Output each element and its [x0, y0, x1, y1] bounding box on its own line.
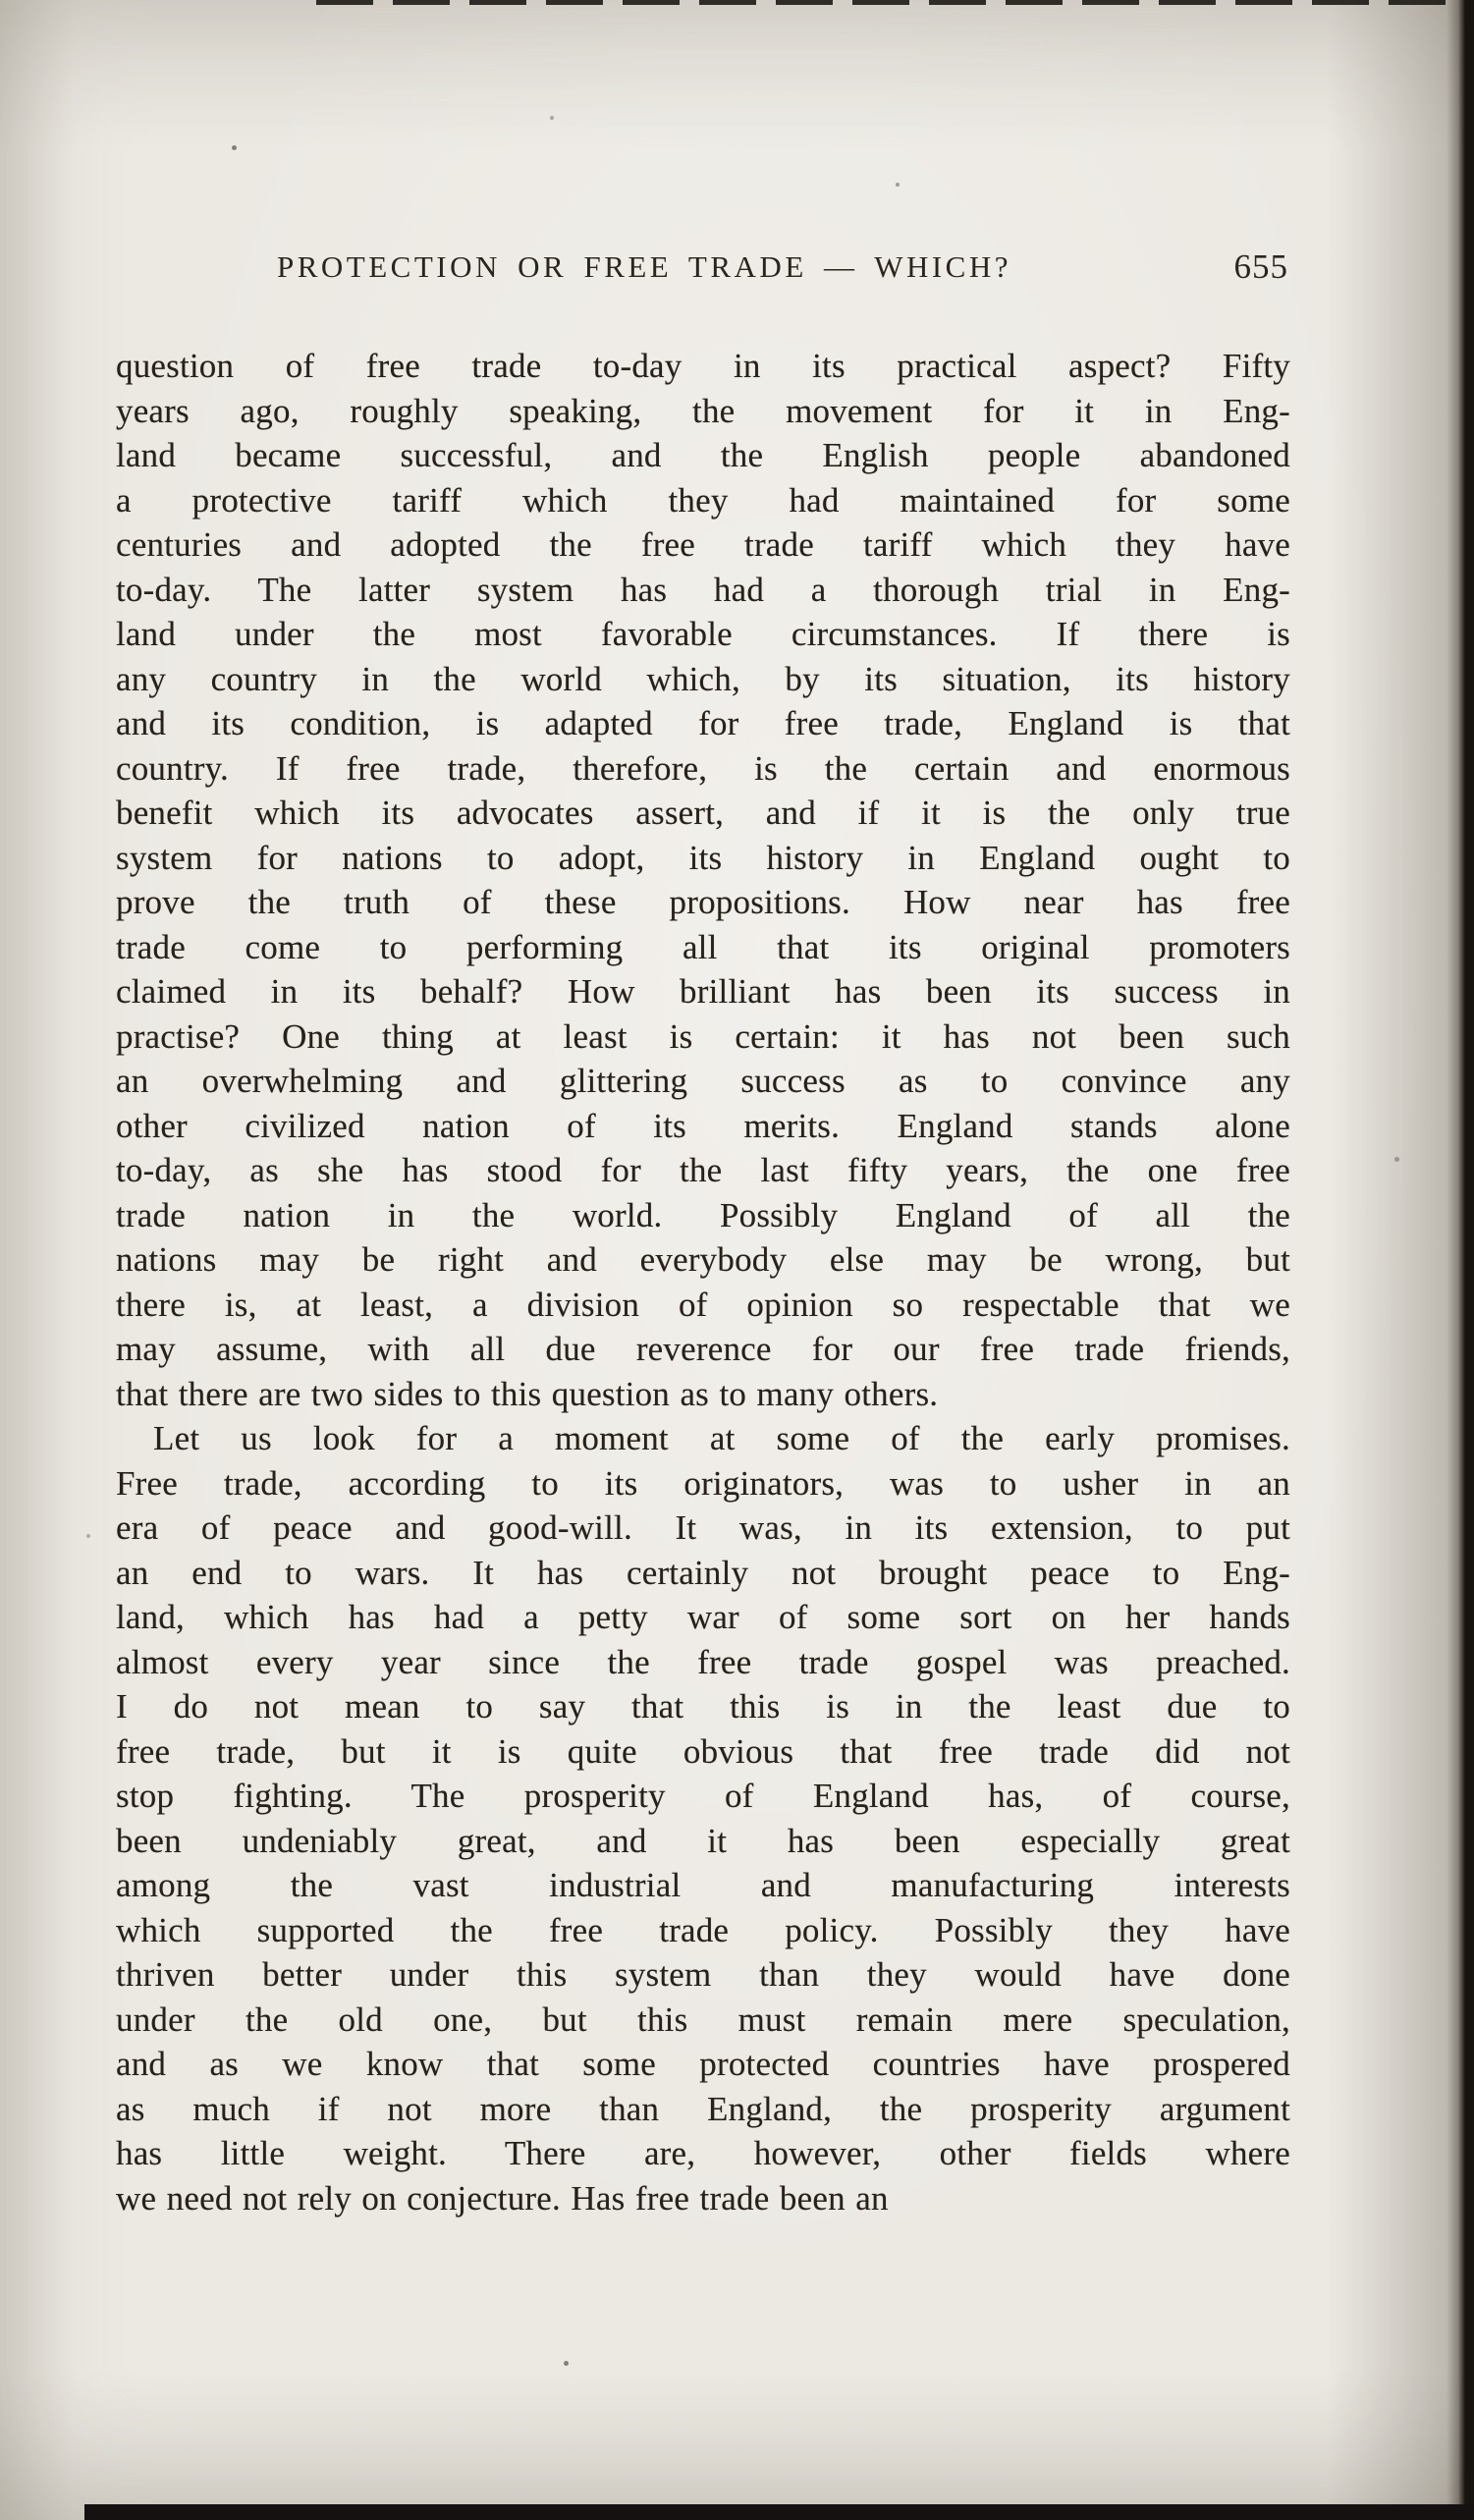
- text-line: Let us look for a moment at some of the early promises.: [153, 1419, 1290, 1457]
- text-line: any country in the world which, by its situation, its history: [116, 659, 1290, 698]
- text-line: question of free trade to-day in its practical aspect? Fifty: [116, 347, 1290, 385]
- paragraph: [116, 344, 1290, 1416]
- paper-speck: [896, 183, 900, 187]
- text-line: been undeniably great, and it has been especially great: [116, 1821, 1290, 1860]
- text-line: prove the truth of these propositions. How near has free: [116, 883, 1290, 921]
- paper-speck: [550, 116, 554, 120]
- text-line: other civilized nation of its merits. England stands alone: [116, 1106, 1290, 1145]
- text-line: system for nations to adopt, its history in England ought to: [116, 838, 1290, 877]
- text-line: under the old one, but this must remain mere speculation,: [116, 2000, 1290, 2039]
- text-line: land, which has had a petty war of some sort on her hands: [116, 1598, 1290, 1636]
- running-title: PROTECTION OR FREE TRADE — WHICH?: [277, 249, 1011, 284]
- text-line: thriven better under this system than they would have done: [116, 1955, 1290, 1994]
- text-line: an overwhelming and glittering success as to convince any: [116, 1062, 1290, 1100]
- text-line: era of peace and good-will. It was, in its extension, to put: [116, 1508, 1290, 1547]
- text-line: and its condition, is adapted for free trade, England is that: [116, 704, 1290, 742]
- text-line: centuries and adopted the free trade tariff which they have: [116, 525, 1290, 564]
- text-line: trade come to performing all that its original promoters: [116, 927, 1290, 966]
- text-line: trade nation in the world. Possibly England of all the: [116, 1195, 1290, 1234]
- text-line: Free trade, according to its originators, was to usher in an: [116, 1463, 1290, 1503]
- text-line: benefit which its advocates assert, and if it is the only true: [116, 794, 1290, 832]
- page-number: 655: [1233, 247, 1288, 286]
- text-line: a protective tariff which they had maintained for some: [116, 480, 1290, 520]
- text-line: and as we know that some protected countries have prospered: [116, 2045, 1290, 2083]
- text-line: may assume, with all due reverence for our free trade friends,: [116, 1330, 1290, 1368]
- text-line: nations may be right and everybody else may be wrong, but: [116, 1240, 1290, 1279]
- text-line: claimed in its behalf? How brilliant has been its success in: [116, 972, 1290, 1011]
- text-line: we need not rely on conjecture. Has free trade been an: [116, 2178, 889, 2218]
- scan-edge-top: [316, 0, 1474, 5]
- text-line: almost every year since the free trade gospel was preached.: [116, 1642, 1290, 1681]
- text-line: years ago, roughly speaking, the movement for it in Eng-: [116, 391, 1290, 430]
- scan-edge-bottom: [84, 2504, 1474, 2520]
- text-line: I do not mean to say that this is in the least due to: [116, 1687, 1290, 1726]
- text-line: that there are two sides to this question as to many others.: [116, 1374, 939, 1413]
- text-line: which supported the free trade policy. Possibly they have: [116, 1910, 1290, 1949]
- text-line: to-day. The latter system has had a thorough trial in Eng-: [116, 570, 1290, 609]
- text-line: practise? One thing at least is certain: it has not been such: [116, 1016, 1290, 1056]
- text-line: there is, at least, a division of opinion so respectable that we: [116, 1285, 1290, 1324]
- text-line: as much if not more than England, the prosperity argument: [116, 2089, 1290, 2128]
- text-line: stop fighting. The prosperity of England has, of course,: [116, 1777, 1290, 1815]
- text-line: to-day, as she has stood for the last fifty years, the one free: [116, 1151, 1290, 1189]
- text-line: has little weight. There are, however, other fields where: [116, 2134, 1290, 2172]
- text-line: free trade, but it is quite obvious that free trade did not: [116, 1731, 1290, 1771]
- paper-speck: [1394, 1157, 1399, 1162]
- text-line: land under the most favorable circumstances. If there is: [116, 615, 1290, 653]
- body-text: [116, 344, 1290, 2220]
- paper-speck: [86, 1534, 90, 1538]
- page-header: [116, 249, 1290, 297]
- text-line: country. If free trade, therefore, is the certain and enormous: [116, 748, 1290, 788]
- paper-speck: [232, 145, 237, 150]
- paragraph: [116, 1416, 1290, 2220]
- paper-speck: [564, 2361, 569, 2366]
- scan-edge-right: [1447, 0, 1474, 2520]
- text-line: among the vast industrial and manufacturing interests: [116, 1866, 1290, 1904]
- text-line: land became successful, and the English people abandoned: [116, 436, 1290, 474]
- text-line: an end to wars. It has certainly not brought peace to Eng-: [116, 1553, 1290, 1592]
